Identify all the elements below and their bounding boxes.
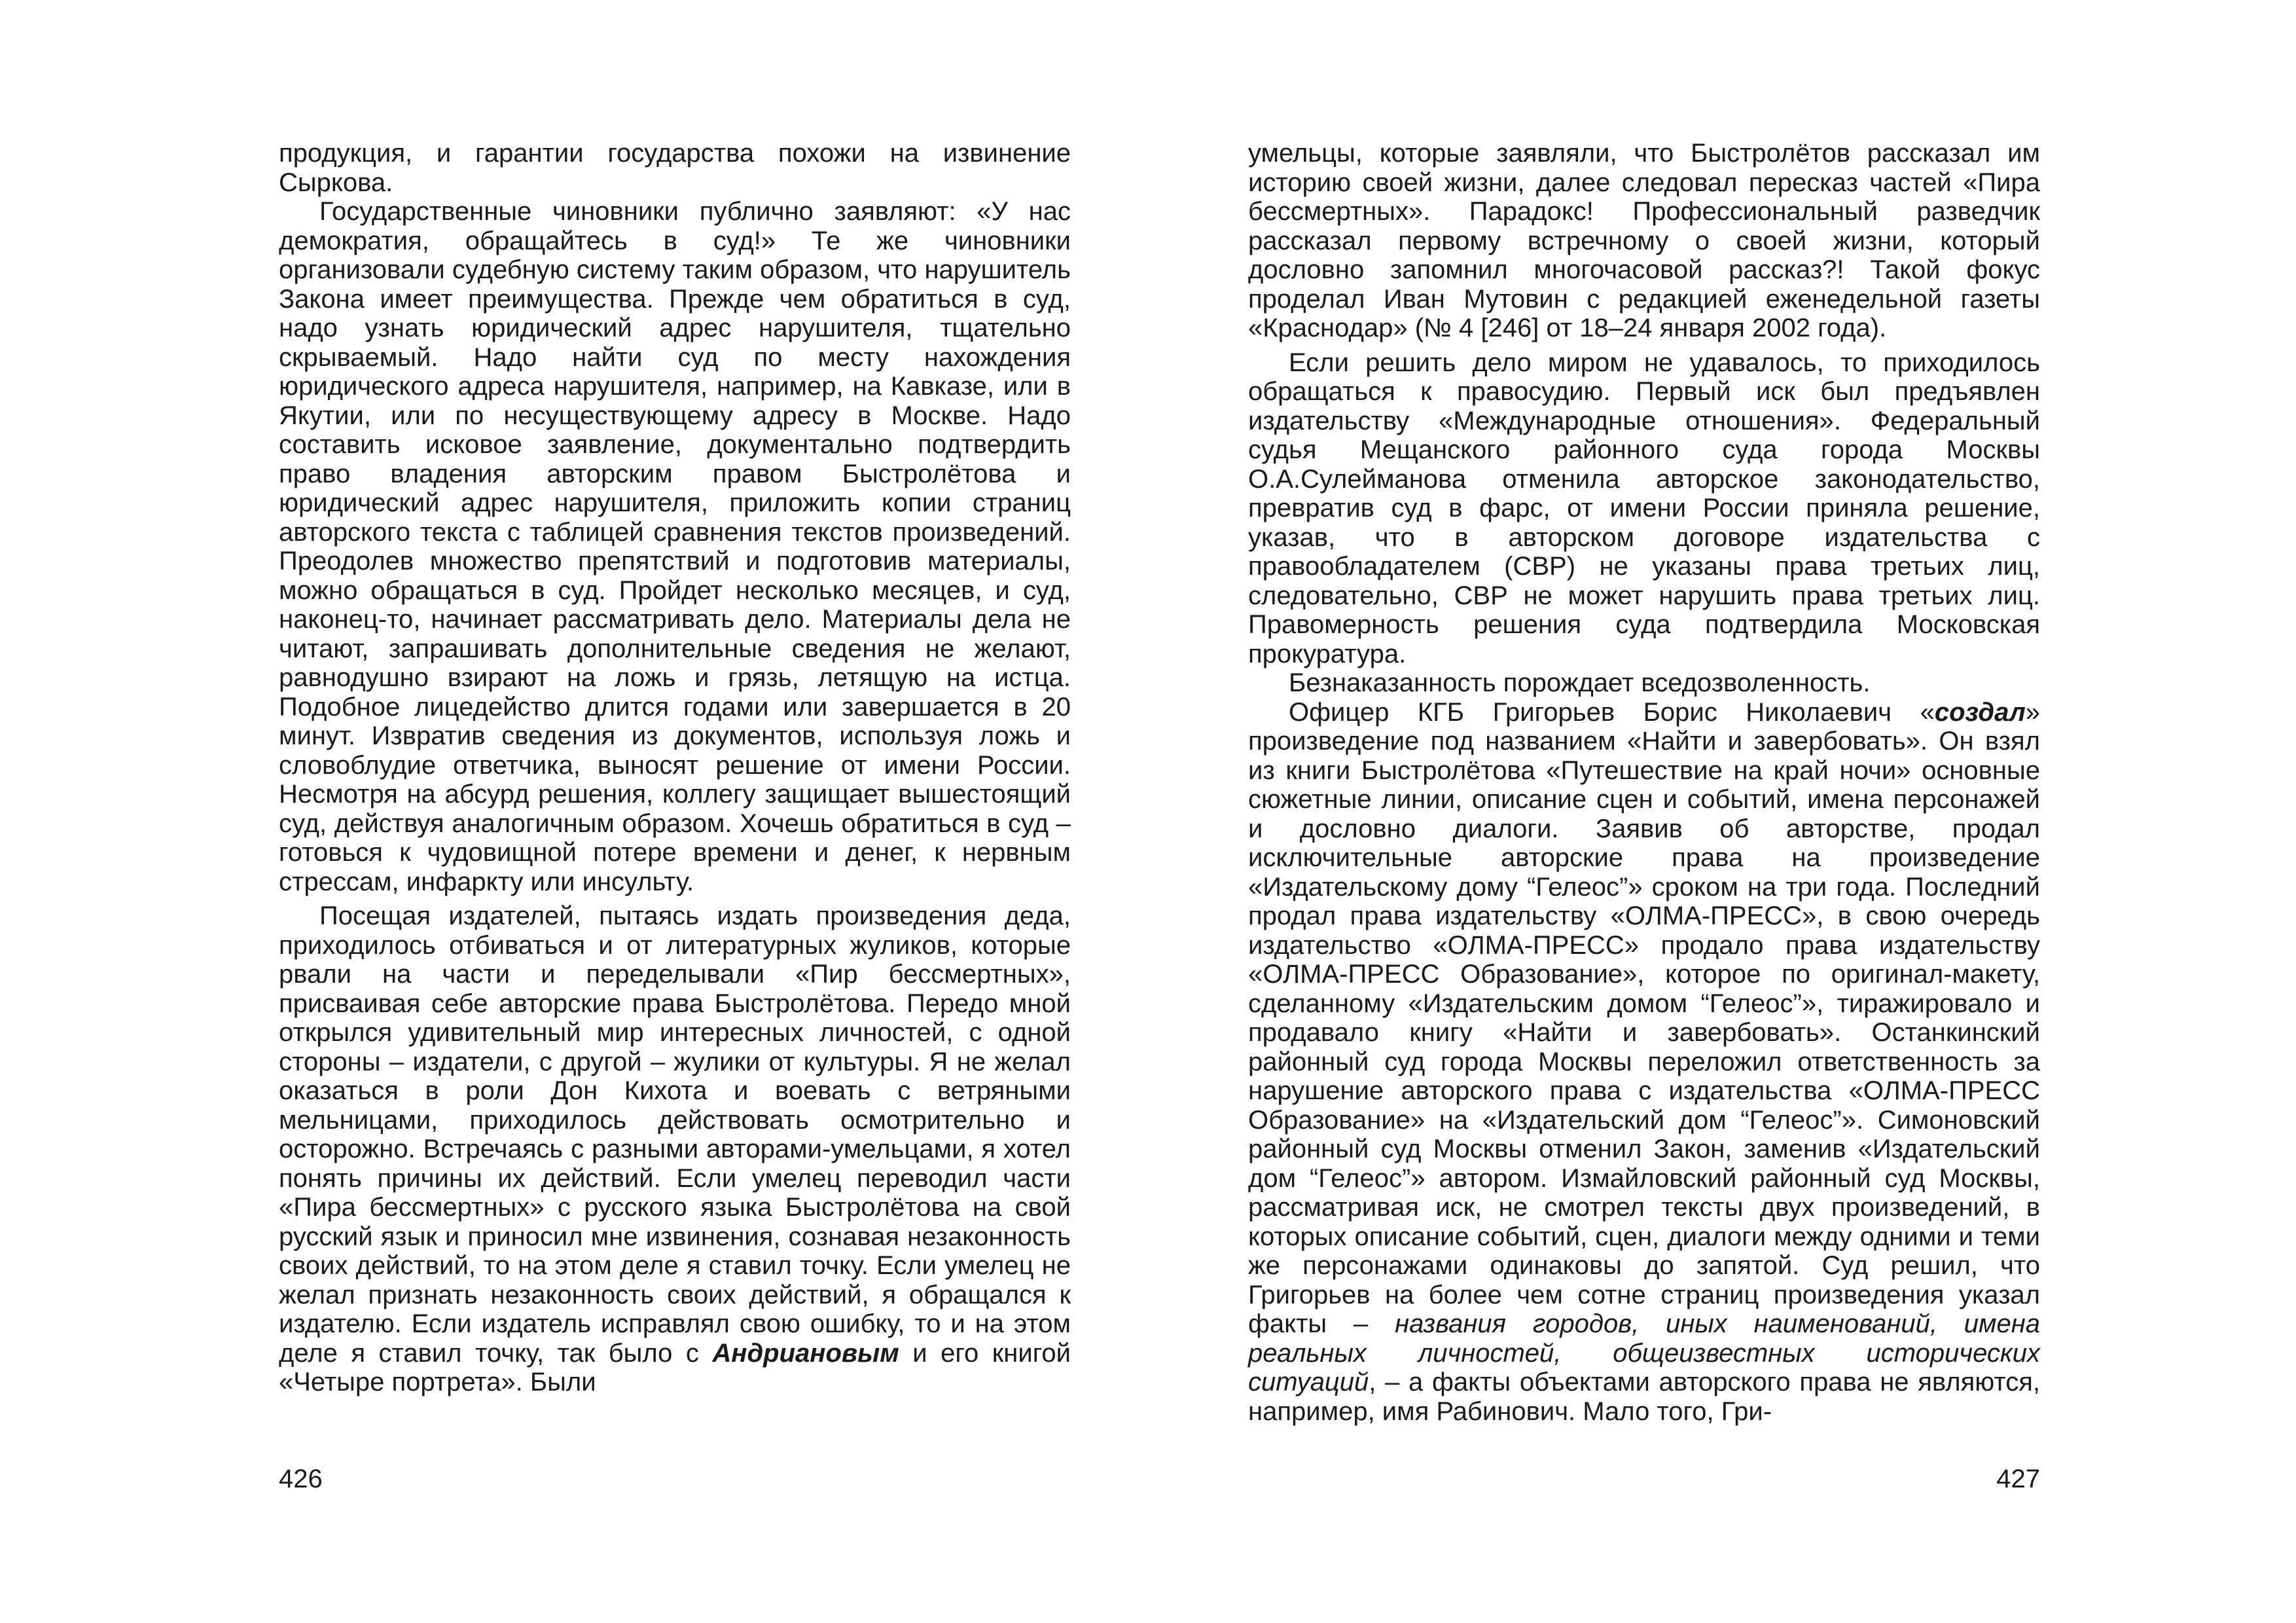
- left-paragraph-3-text: Посещая издателей, пытаясь издать произведения деда, приходилось отбиваться и от литературных жуликов, которые рвали на части и переделывали «Пир бессмертных», присваивая себе авторские права Быстролётова. Передо мной открылся удивительный мир интересных личностей, с одной стороны – издатели, с другой – жулики от культуры. Я не желал оказаться в роли Дон Кихота и воевать с ветряными мельницами, приходилось действовать осмотрительно и осторожно. Встречаясь с разными авторами-умельцами, я хотел понять причины их действий. Если умелец переводил части «Пира бессмертных» с русского языка Быстролётова на свой русский язык и приносил мне извинения, сознавая незаконность своих действий, то на этом деле я ставил точку. Если умелец не желал признать незаконность своих действий, я обращался к издателю. Если издатель исправлял свою ошибку, то и на этом деле я ставил точку, так было с: [279, 902, 1071, 1368]
- page-number-left: 426: [279, 1465, 323, 1493]
- left-paragraph-3-end: и его книгой «Четыре портрета». Были: [279, 1338, 1071, 1396]
- emphasized-name: Андриановым: [712, 1338, 899, 1368]
- left-paragraph-2: Государственные чиновники публично заявляют: «У нас демократия, обращайтесь в суд!» Те же чиновники организовали судебную систему таким образом, что нарушитель Закона имеет преимущества. Прежде чем обратиться в суд, надо узнать юридический адрес нарушителя, тщательно скрываемый. Надо найти суд по месту нахождения юридического адреса нарушителя, например, на Кавказе, или в Якутии, или по несуществующему адресу в Москве. Надо составить исковое заявление, документально подтвердить право владения авторским правом Быстролётова и юридический адрес нарушителя, приложить копии страниц авторского текста с таблицей сравнения текстов произведений. Преодолев множество препятствий и подготовив материалы, можно обращаться в суд. Пройдет несколько месяцев, и суд, наконец-то, начинает рассматривать дело. Материалы дела не читают, запрашивать дополнительные сведения не желают, равнодушно взирают на ложь и грязь, летящую на истца. Подобное лицедейство длится годами или завершается в 20 минут. Извратив сведения из документов, используя ложь и словоблудие ответчика, выносят решение от имени России. Несмотря на абсурд решения, коллегу защищает вышестоящий суд, действуя аналогичным образом. Хочешь обратиться в суд – готовься к чудовищной потере времени и денег, к нервным стрессам, инфаркту или инсульту.: [279, 197, 1071, 896]
- left-paragraph-3: [279, 902, 1071, 1397]
- left-paragraph-1: продукция, и гарантии государства похожи на извинение Сыркова.: [279, 139, 1071, 197]
- left-page: [279, 139, 1071, 1397]
- page-number-right: 427: [1996, 1465, 2040, 1493]
- right-paragraph-3: Безнаказанность порождает вседозволенность.: [1289, 668, 1871, 697]
- italic-passage: названия городов, иных наименований, имена реальных личностей, общеизвестных исторических ситуаций: [1248, 1309, 2040, 1396]
- right-paragraph-1: умельцы, которые заявляли, что Быстролётов рассказал им историю своей жизни, далее следовал пересказ частей «Пира бессмертных». Парадокс! Профессиональный разведчик рассказал первому встречному о своей жизни, который дословно запомнил многочасовой рассказ?! Такой фокус проделал Иван Мутовин с редакцией еженедельной газеты «Краснодар» (№ 4 [246] от 18–24 января 2002 года).: [1248, 139, 2040, 342]
- right-page: [1248, 139, 2040, 1426]
- right-paragraph-2: Если решить дело миром не удавалось, то приходилось обращаться к правосудию. Первый иск был предъявлен издательству «Международные отношения». Федеральный судья Мещанского районного суда города Москвы О.А.Сулейманова отменила авторское законодательство, превратив суд в фарс, от имени России приняла решение, указав, что в авторском договоре издательства с правообладателем (СВР) не указаны права третьих лиц, следовательно, СВР не может нарушить права третьих лиц. Правомерность решения суда подтвердила Московская прокуратура.: [1248, 348, 2040, 668]
- right-paragraph-4-body: » произведение под названием «Найти и завербовать». Он взял из книги Быстролётова «Путешествие на край ночи» основные сюжетные линии, описание сцен и событий, имена персонажей и дословно диалоги. Заявив об авторстве, продал исключительные авторские права на произведение «Издательскому дому “Гелеос”» сроком на три года. Последний продал права издательству «ОЛМА-ПРЕСС», в свою очередь издательство «ОЛМА-ПРЕСС» продало права издательству «ОЛМА-ПРЕСС Образование», которое по оригинал-макету, сделанному «Издательским домом “Гелеос”», тиражировало и продавало книгу «Найти и завербовать». Останкинский районный суд города Москвы переложил ответственность за нарушение авторского права с издательства «ОЛМА-ПРЕСС Образование» на «Издательский дом “Гелеос”». Симоновский районный суд Москвы отменил Закон, заменив «Издательский дом “Гелеос”» автором. Измайловский районный суд Москвы, рассматривая иск, не смотрел тексты двух произведений, в которых описание событий, сцен, диалоги между одними и теми же персонажами одинаковы до запятой. Суд решил, что Григорьев на более чем сотне страниц произведения указал факты –: [1248, 697, 2040, 1338]
- right-paragraph-4: [1248, 698, 2040, 1427]
- right-paragraph-4-start: Офицер КГБ Григорьев Борис Николаевич «: [1289, 697, 1935, 727]
- emphasized-word: создал: [1934, 697, 2026, 727]
- right-paragraph-4-end: , – а факты объектами авторского права не являются, например, имя Рабинович. Мало того, Гри-: [1248, 1368, 2040, 1426]
